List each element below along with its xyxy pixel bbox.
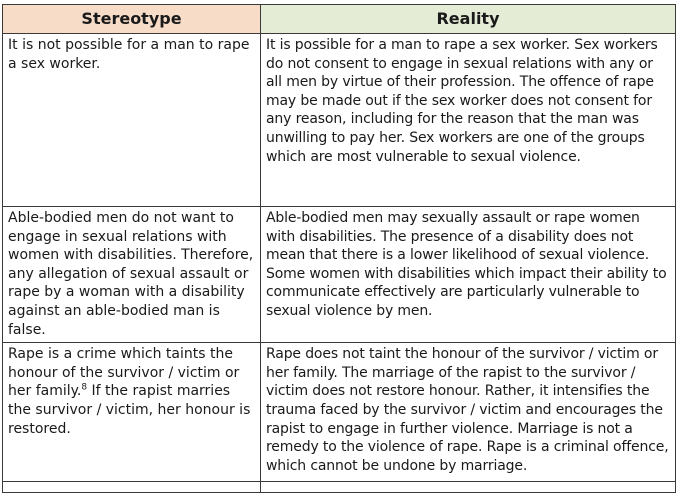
reality-cell: It is possible for a man to rape a sex worker. Sex workers do not consent to engage in sexual relations with any or all men by virtue of their profession. The offence of rape may be made out if the sex worker does not consent for any reason, including for the reason that the man was unwilling to pay her. Sex workers are one of the groups which are most vulnerable to sexual violence. [261, 34, 676, 207]
empty-cell [3, 482, 261, 493]
table-row [3, 34, 676, 207]
empty-cell [261, 482, 676, 493]
stereotype-cell: Able-bodied men do not want to engage in sexual relations with women with disabilities. Therefore, any allegation of sexual assault or rape by a woman with a disability against an able-bodied man is false. [3, 207, 261, 343]
stereotype-header: Stereotype [3, 5, 261, 34]
table-row [3, 343, 676, 482]
stereotype-text-part-1: Rape is a crime which taints the honour of the survivor / victim or her family. [8, 346, 240, 400]
reality-cell: Able-bodied men may sexually assault or rape women with disabilities. The presence of a disability does not mean that there is a lower likelihood of sexual violence. Some women with disabilities which impact their ability to communicate effectively are particularly vulnerable to sexual violence by men. [261, 207, 676, 343]
stereotype-text-part-2: If the rapist marries the survivor / victim, her honour is restored. [8, 383, 251, 437]
stereotype-cell: It is not possible for a man to rape a sex worker. [3, 34, 261, 207]
header-row [3, 5, 676, 34]
stereotype-cell [3, 343, 261, 482]
reality-header: Reality [261, 5, 676, 34]
reality-cell: Rape does not taint the honour of the survivor / victim or her family. The marriage of the rapist to the survivor / victim does not restore honour. Rather, it intensifies the trauma faced by the survivor / victim and encourages the rapist to engage in further violence. Marriage is not a remedy to the violence of rape. Rape is a criminal offence, which cannot be undone by marriage. [261, 343, 676, 482]
stereotype-reality-table [2, 4, 676, 493]
table-row-cut-off [3, 482, 676, 493]
table-row [3, 207, 676, 343]
footnote-marker: 8 [81, 382, 88, 393]
